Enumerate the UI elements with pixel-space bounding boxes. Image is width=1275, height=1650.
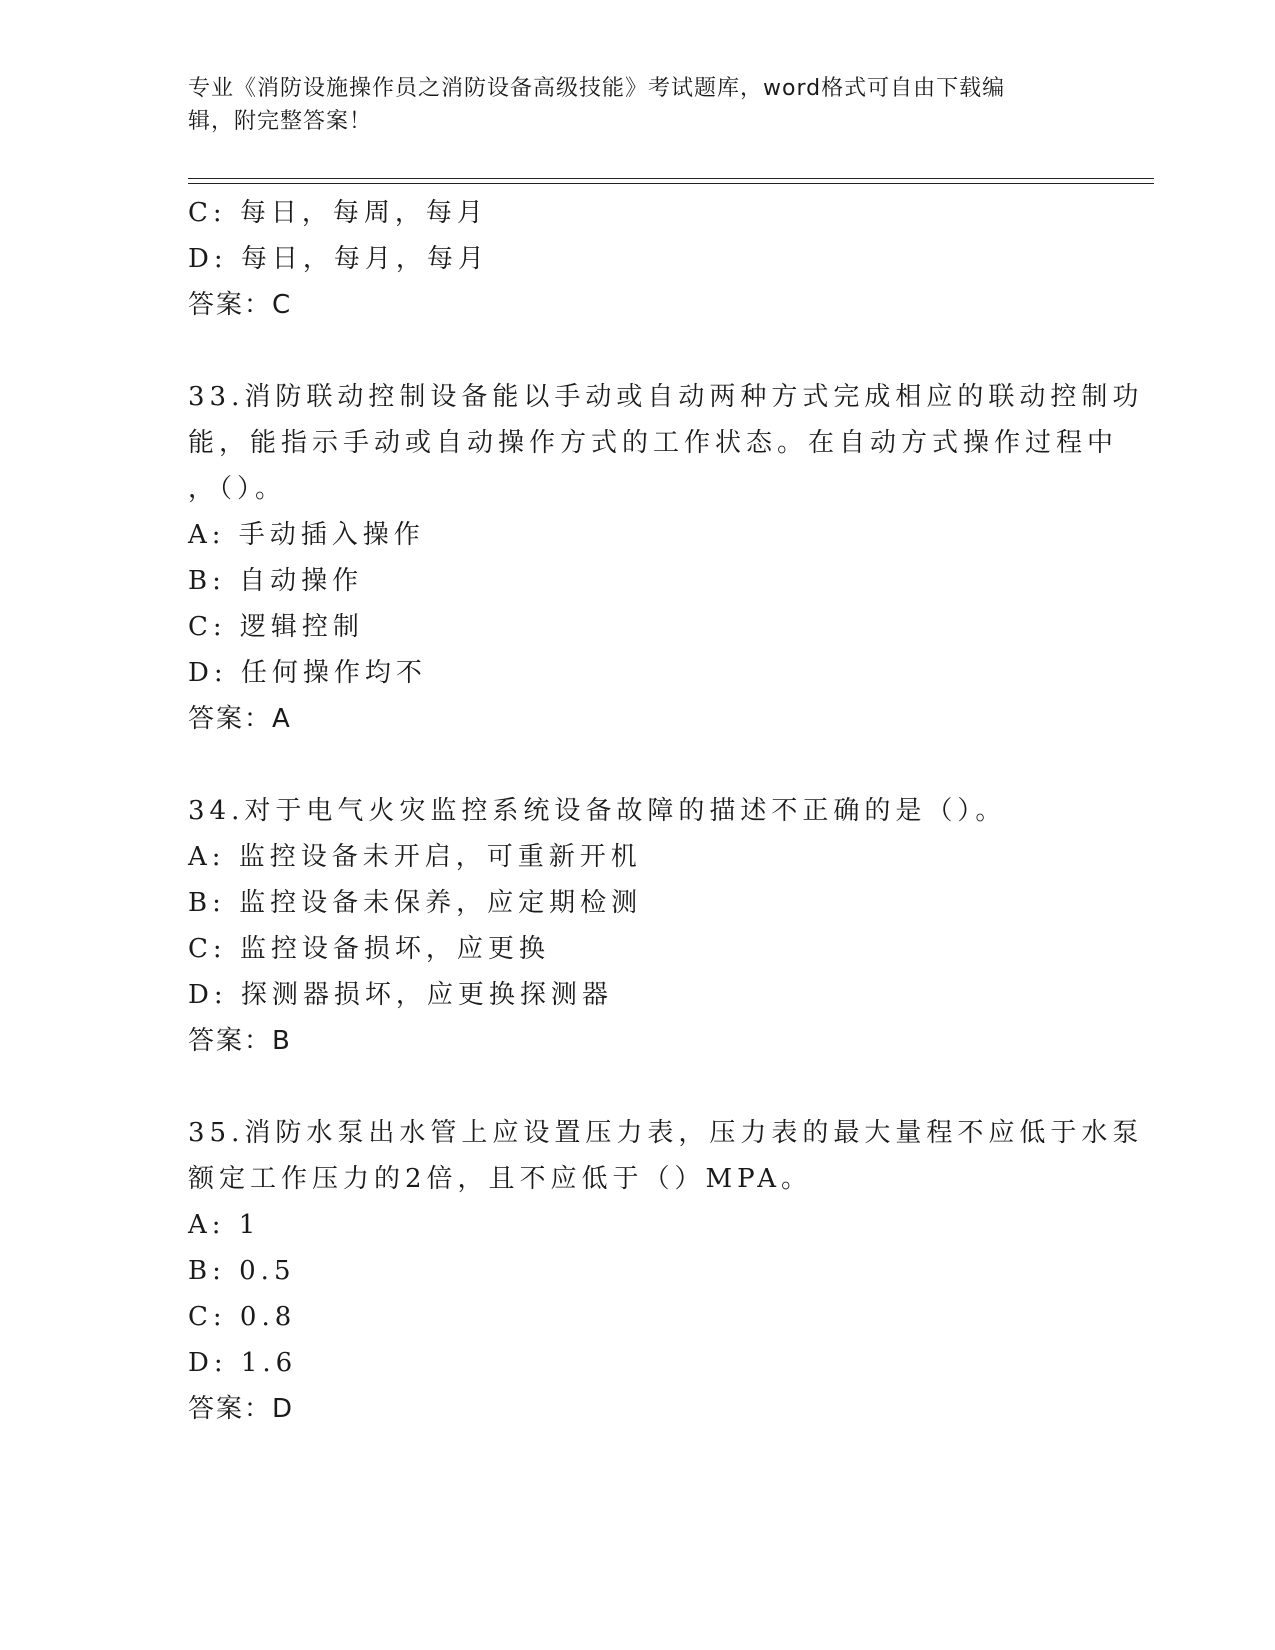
spacer xyxy=(188,328,1088,374)
option-c: C: 逻辑控制 xyxy=(188,612,364,642)
prev-question-block xyxy=(188,190,1088,328)
question-stem-line: 额定工作压力的2倍，且不应低于（）MPA。 xyxy=(188,1164,813,1194)
option-a: A: 手动插入操作 xyxy=(188,520,425,550)
question-33 xyxy=(188,374,1144,742)
option-c: C: 每日，每周，每月 xyxy=(188,198,488,228)
option-b: B: 监控设备未保养，应定期检测 xyxy=(188,888,643,918)
option-b: B: 自动操作 xyxy=(188,566,364,596)
question-stem-line: 33.消防联动控制设备能以手动或自动两种方式完成相应的联动控制功 xyxy=(188,382,1144,412)
question-stem-line: 34.对于电气火灾监控系统设备故障的描述不正确的是（）。 xyxy=(188,796,1007,826)
spacer xyxy=(188,742,1088,788)
page-header xyxy=(188,72,1068,138)
header-line-1: 专业《消防设施操作员之消防设备高级技能》考试题库，word格式可自由下载编 xyxy=(188,76,1006,101)
answer-line: 答案：D xyxy=(188,1394,295,1424)
header-line-2: 辑，附完整答案！ xyxy=(188,109,373,134)
answer-line: 答案：A xyxy=(188,704,292,734)
option-d: D: 1.6 xyxy=(188,1348,298,1378)
option-a: A: 1 xyxy=(188,1210,261,1240)
answer-line: 答案：C xyxy=(188,290,293,320)
question-35 xyxy=(188,1110,1144,1432)
option-a: A: 监控设备未开启，可重新开机 xyxy=(188,842,642,872)
option-d: D: 每日，每月，每月 xyxy=(188,244,489,274)
option-d: D: 探测器损坏，应更换探测器 xyxy=(188,980,613,1010)
question-34 xyxy=(188,788,1088,1064)
option-c: C: 0.8 xyxy=(188,1302,297,1332)
question-stem-line: ，（）。 xyxy=(188,474,287,504)
header-divider-bottom xyxy=(188,183,1154,184)
spacer xyxy=(188,1064,1088,1110)
question-stem-line: 能，能指示手动或自动操作方式的工作状态。在自动方式操作过程中 xyxy=(188,428,1119,458)
header-divider-top xyxy=(188,178,1154,179)
option-c: C: 监控设备损坏，应更换 xyxy=(188,934,550,964)
question-content xyxy=(188,190,1144,1432)
question-stem-line: 35.消防水泵出水管上应设置压力表，压力表的最大量程不应低于水泵 xyxy=(188,1118,1144,1148)
option-d: D: 任何操作均不 xyxy=(188,658,427,688)
option-b: B: 0.5 xyxy=(188,1256,296,1286)
answer-line: 答案：B xyxy=(188,1026,292,1056)
